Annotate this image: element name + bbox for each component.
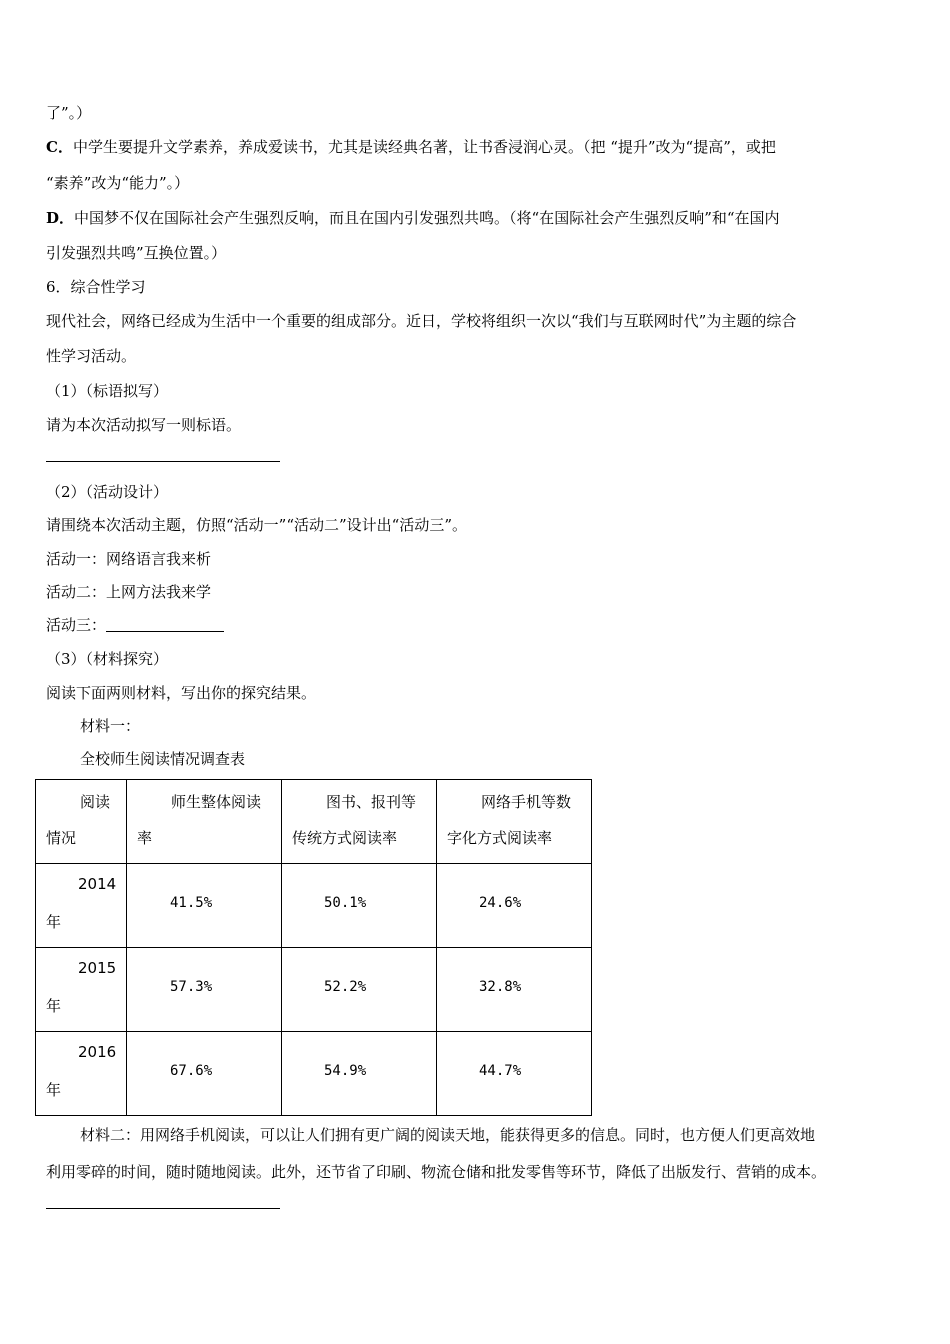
traditional-rate: 50.1% — [324, 895, 367, 911]
text-line: “素养”改为“能力”。） — [46, 174, 190, 192]
text-line: 请围绕本次活动主题，仿照“活动一”“活动二”设计出“活动三”。 — [46, 516, 468, 534]
table-cell — [282, 948, 437, 1032]
table-row — [36, 948, 592, 1032]
year-value: 2014 — [78, 875, 117, 893]
table-header-cell — [437, 780, 592, 864]
header-text: 网络手机等数 — [481, 793, 572, 811]
header-text: 情况 — [46, 829, 77, 847]
year-cell — [36, 864, 127, 948]
table-cell — [282, 864, 437, 948]
overall-rate: 41.5% — [170, 895, 213, 911]
year-suffix: 年 — [46, 1081, 62, 1099]
sub-question-2: （2）（活动设计） — [46, 483, 169, 501]
activity-label: 活动三： — [46, 616, 107, 634]
table-cell — [127, 1032, 282, 1116]
activity-item — [46, 615, 224, 635]
option-label: D． — [46, 209, 75, 227]
table-header-cell — [127, 780, 282, 864]
table-cell — [127, 864, 282, 948]
reading-survey-table — [35, 779, 592, 1116]
header-text: 师生整体阅读 — [171, 793, 262, 811]
digital-rate: 32.8% — [479, 979, 522, 995]
traditional-rate: 52.2% — [324, 979, 367, 995]
option-c — [46, 137, 776, 157]
overall-rate: 67.6% — [170, 1063, 213, 1079]
header-text: 阅读 — [80, 793, 111, 811]
table-cell — [437, 864, 592, 948]
table-header-row — [36, 780, 592, 864]
activity-item: 活动二：上网方法我来学 — [46, 583, 212, 601]
text-line: 阅读下面两则材料，写出你的探究结果。 — [46, 684, 317, 702]
traditional-rate: 54.9% — [324, 1063, 367, 1079]
text-line: 现代社会，网络已经成为生活中一个重要的组成部分。近日，学校将组织一次以“我们与互联网时代”为主题的综合 — [46, 312, 797, 330]
digital-rate: 44.7% — [479, 1063, 522, 1079]
year-cell — [36, 948, 127, 1032]
year-value: 2016 — [78, 1043, 117, 1061]
table-cell — [437, 948, 592, 1032]
sub-question-3: （3）（材料探究） — [46, 650, 169, 668]
answer-blank[interactable] — [106, 617, 224, 632]
year-value: 2015 — [78, 959, 117, 977]
option-text: 中学生要提升文学素养，养成爱读书，尤其是读经典名著，让书香浸润心灵。（把 “提升”改为“提高”，或把 — [72, 138, 776, 156]
answer-line[interactable] — [46, 1208, 280, 1209]
table-cell — [437, 1032, 592, 1116]
material-two: 材料二：用网络手机阅读，可以让人们拥有更广阔的阅读天地，能获得更多的信息。同时，也方便人们更高效地 — [80, 1126, 816, 1144]
text-line: 请为本次活动拟写一则标语。 — [46, 416, 242, 434]
header-text: 率 — [137, 829, 153, 847]
answer-line[interactable] — [46, 461, 280, 462]
text-line: 性学习活动。 — [46, 347, 137, 365]
header-text: 图书、报刊等 — [326, 793, 417, 811]
table-cell — [282, 1032, 437, 1116]
activity-item: 活动一：网络语言我来析 — [46, 550, 212, 568]
year-cell — [36, 1032, 127, 1116]
digital-rate: 24.6% — [479, 895, 522, 911]
question-heading: 6．综合性学习 — [46, 278, 146, 296]
option-text: 中国梦不仅在国际社会产生强烈反响，而且在国内引发强烈共鸣。（将“在国际社会产生强烈反响”和“在国内 — [74, 209, 780, 227]
table-title: 全校师生阅读情况调查表 — [80, 750, 246, 768]
text-line: 引发强烈共鸣”互换位置。） — [46, 244, 227, 262]
text-line: 利用零碎的时间，随时随地阅读。此外，还节省了印刷、物流仓储和批发零售等环节，降低了出版发行、营销的成本。 — [46, 1163, 827, 1181]
table-row — [36, 864, 592, 948]
table-row — [36, 1032, 592, 1116]
year-suffix: 年 — [46, 913, 62, 931]
header-text: 传统方式阅读率 — [292, 829, 398, 847]
table-header-cell — [282, 780, 437, 864]
table-header-cell — [36, 780, 127, 864]
material-label: 材料一： — [80, 717, 141, 735]
option-label: C． — [46, 138, 73, 156]
table-cell — [127, 948, 282, 1032]
header-text: 字化方式阅读率 — [447, 829, 553, 847]
text-line: 了”。） — [46, 104, 92, 122]
sub-question-1: （1）（标语拟写） — [46, 382, 169, 400]
option-d — [46, 208, 780, 228]
year-suffix: 年 — [46, 997, 62, 1015]
overall-rate: 57.3% — [170, 979, 213, 995]
